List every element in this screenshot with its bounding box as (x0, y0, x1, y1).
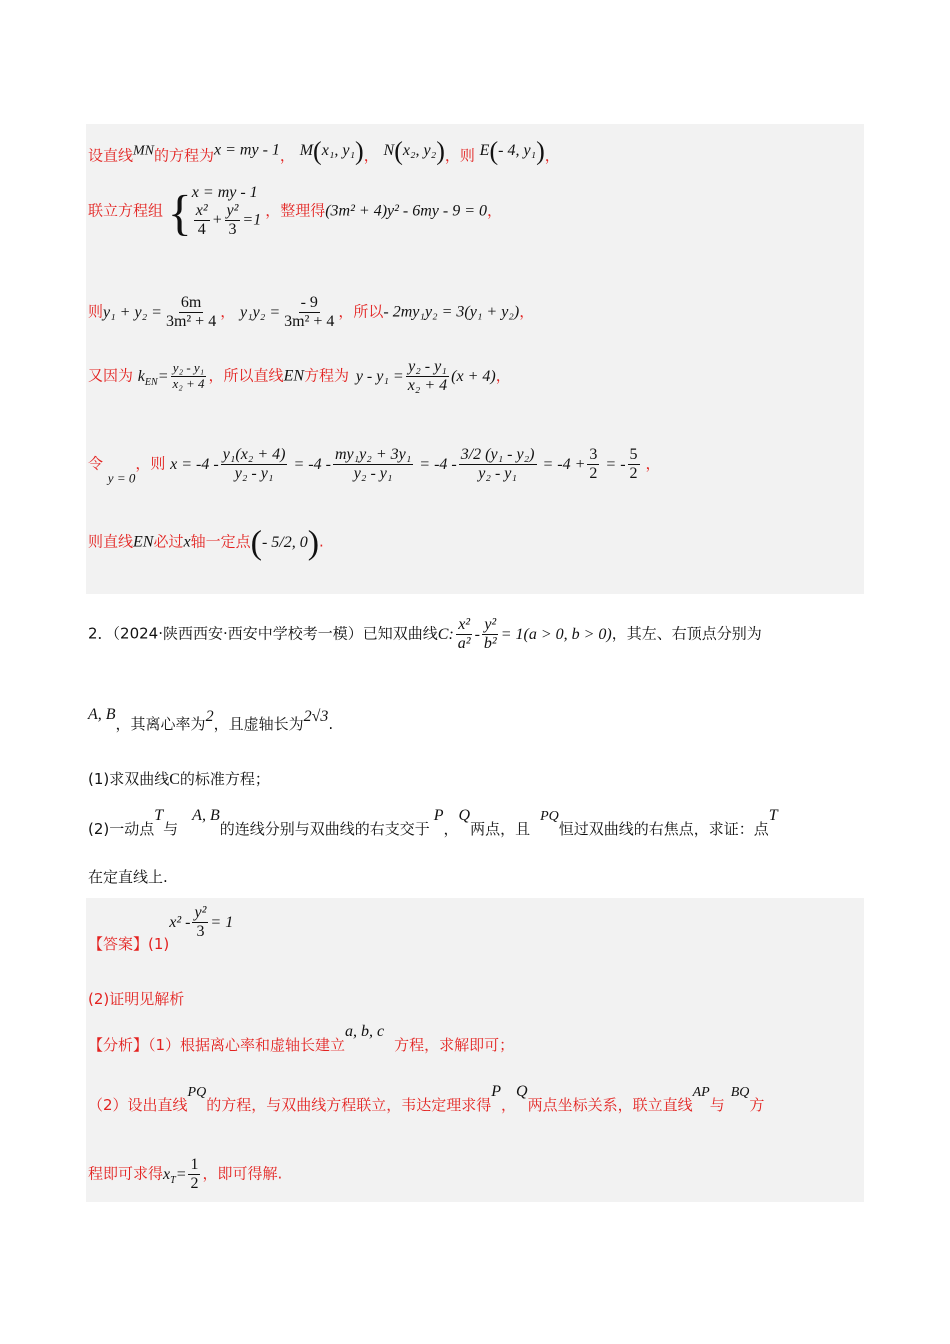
text: 令 (88, 454, 104, 473)
text: 的方程为 (154, 146, 215, 165)
analysis-line-1 (88, 1020, 515, 1054)
text: ，所以直线 (208, 366, 284, 385)
text: 设直线 (88, 146, 134, 165)
text: ， (519, 302, 535, 321)
problem-2-q1 (88, 768, 270, 789)
text: ，则 (444, 146, 475, 165)
text: 两点，且 (470, 820, 531, 838)
math-x-derivation: x = -4 - $\frac{\text{y₁(x₂ + 4)}}{\text{y₂ - y₁}}$ = -4 - $\frac{\text{my₁y₂ + 3y₁}}{\text{y₂ - y₁}}$ = -4 - $\frac{\text{3/2 (y₁ - y₂)}}{\text{y₂ - y₁}}$ = -4 + $\frac{3}{2}$ = - $\frac{5}{2}$ (170, 446, 638, 483)
text: 必过 (153, 532, 184, 551)
solution-line-6 (88, 524, 324, 562)
solution-line-5 (88, 446, 661, 487)
math-ap: AP (692, 1085, 710, 1100)
text: (1)求双曲线 (88, 770, 170, 788)
solution-line-2 (88, 184, 502, 240)
text: ，整理得 (265, 201, 326, 220)
math-mn: MN (133, 143, 155, 159)
problem-2-q2 (88, 804, 778, 838)
math-abc: a, b, c (345, 1023, 385, 1040)
text: ，则 (135, 454, 166, 473)
math-line-eq: x = my - 1 (214, 141, 280, 159)
text: ， (220, 302, 236, 321)
text: ， (443, 820, 459, 838)
solution-line-1: 设直线$^{MN}$的方程为x = my - 1， M(x₁, y₁)， N(x₂, y₂)，则 E(- 4, y₁)， (88, 136, 560, 165)
text: ，且虚轴长为 (213, 715, 304, 733)
math-axis-length: 2√3 (303, 708, 329, 725)
math-q: Q (516, 1083, 528, 1100)
answer-tag: 【答案】(1) (88, 934, 170, 953)
math-eccentricity: 2 (205, 708, 214, 725)
analysis-line-2 (88, 1080, 765, 1114)
text: ， (645, 454, 661, 473)
text: ， (544, 146, 560, 165)
text: 程即可求得 (88, 1164, 164, 1183)
math-x: x (183, 533, 191, 551)
math-pq: PQ (540, 809, 559, 824)
text: ， (495, 366, 511, 385)
math-en: EN (283, 367, 305, 385)
math-vieta-product: y₁y₂ = $\frac{- 9}{\text{3m² + 4}}$ (240, 294, 335, 331)
text: (2)证明见解析 (88, 990, 185, 1008)
math-c: C (169, 771, 180, 788)
math-q: Q (458, 807, 471, 824)
text: 的连线分别与双曲线的右支交于 (219, 820, 430, 838)
text: 的标准方程； (179, 770, 270, 788)
math-answer-1: x² - $\frac{\text{y²}}{3}$ = 1 (169, 904, 234, 941)
text: ，其左、右顶点分别为 (611, 624, 762, 643)
math-p: P (491, 1083, 502, 1100)
text: 又因为 (88, 366, 134, 385)
text: ， (501, 1096, 517, 1114)
system-eq-1: x = my - 1 (191, 184, 258, 201)
math-t: T (768, 807, 778, 824)
math-p: P (433, 807, 444, 824)
text: . (319, 532, 324, 551)
math-bq: BQ (730, 1085, 750, 1100)
text: 与 (163, 820, 179, 838)
text: 则 (88, 302, 104, 321)
math-t: T (154, 807, 164, 824)
text: 轴一定点 (190, 532, 251, 551)
text: 在定直线上. (88, 868, 168, 886)
math-pq: PQ (187, 1085, 207, 1100)
math-y-zero: y = 0 (107, 470, 136, 486)
solution-line-3 (88, 294, 534, 332)
text: 方程，求解即可； (394, 1036, 515, 1054)
solution-line-4 (88, 358, 511, 396)
math-quadratic: (3m² + 4)y² - 6my - 9 = 0 (325, 202, 488, 220)
math-ab: A, B (88, 706, 116, 723)
math-line-en: y - y₁ = $\frac{\text{y₂ - y₁}}{\text{x₂ + 4}}$ (x + 4) (355, 358, 496, 395)
math-xt: $x_T=$ $\frac{1}{2}$ (163, 1156, 199, 1193)
math-point-e: E(- 4, y₁) (479, 136, 545, 165)
text: 两点坐标关系，联立直线 (527, 1096, 693, 1114)
text: ，其离心率为 (115, 715, 206, 733)
math-vieta-sum: y₁ + y₂ = $\frac{6m}{\text{3m² + 4}}$ (103, 294, 217, 331)
analysis-line-3 (88, 1156, 282, 1194)
math-hyperbola: C: $\frac{\text{x²}}{\text{a²}}$ - $\frac{\text{y²}}{\text{b²}}$ = 1(a > 0, b > 0) (437, 616, 612, 653)
text: （2）设出直线 (88, 1096, 188, 1114)
analysis-tag: 【分析】（1）根据离心率和虚轴长建立 (88, 1036, 346, 1054)
math-ab: A, B (192, 807, 220, 824)
text: 恒过双曲线的右焦点，求证：点 (558, 820, 769, 838)
math-system: { x = my - 1 $\frac{\text{x²}}{4}$ + $\frac{\text{y²}}{3}$ =1 (167, 183, 262, 240)
math-slope: $k_{EN}=$ $\frac{\text{y₂ - y₁}}{\text{x₂ + 4}}$ (137, 360, 205, 392)
text: 联立方程组 (88, 201, 164, 220)
problem-2-stem-cont (88, 706, 333, 734)
answer-line-1 (88, 904, 234, 953)
problem-source: （2024·陕西西安·西安中学校考一模）已知双曲线 (112, 624, 438, 643)
text: . (328, 715, 334, 733)
math-relation: - 2my₁y₂ = 3(y₁ + y₂) (383, 303, 520, 321)
text: ， (487, 201, 503, 220)
math-point-m: M(x₁, y₁) (299, 136, 364, 165)
problem-2-stem (88, 616, 762, 654)
math-fixed-point: (- 5/2, 0) (250, 524, 320, 561)
answer-line-2 (88, 988, 184, 1009)
math-en: EN (133, 533, 154, 551)
text: 则直线 (88, 532, 134, 551)
text: 方 (749, 1096, 765, 1114)
problem-number: 2． (88, 624, 113, 643)
text: ，即可得解. (202, 1164, 283, 1183)
math-point-n: N(x₂, y₂) (383, 136, 445, 165)
text: (2)一动点 (88, 820, 155, 838)
problem-2-q2-cont (88, 866, 168, 887)
text: 的方程，与双曲线方程联立，韦达定理求得 (206, 1096, 492, 1114)
text: 方程为 (304, 366, 350, 385)
text: ，所以 (338, 302, 384, 321)
text: 与 (709, 1096, 725, 1114)
